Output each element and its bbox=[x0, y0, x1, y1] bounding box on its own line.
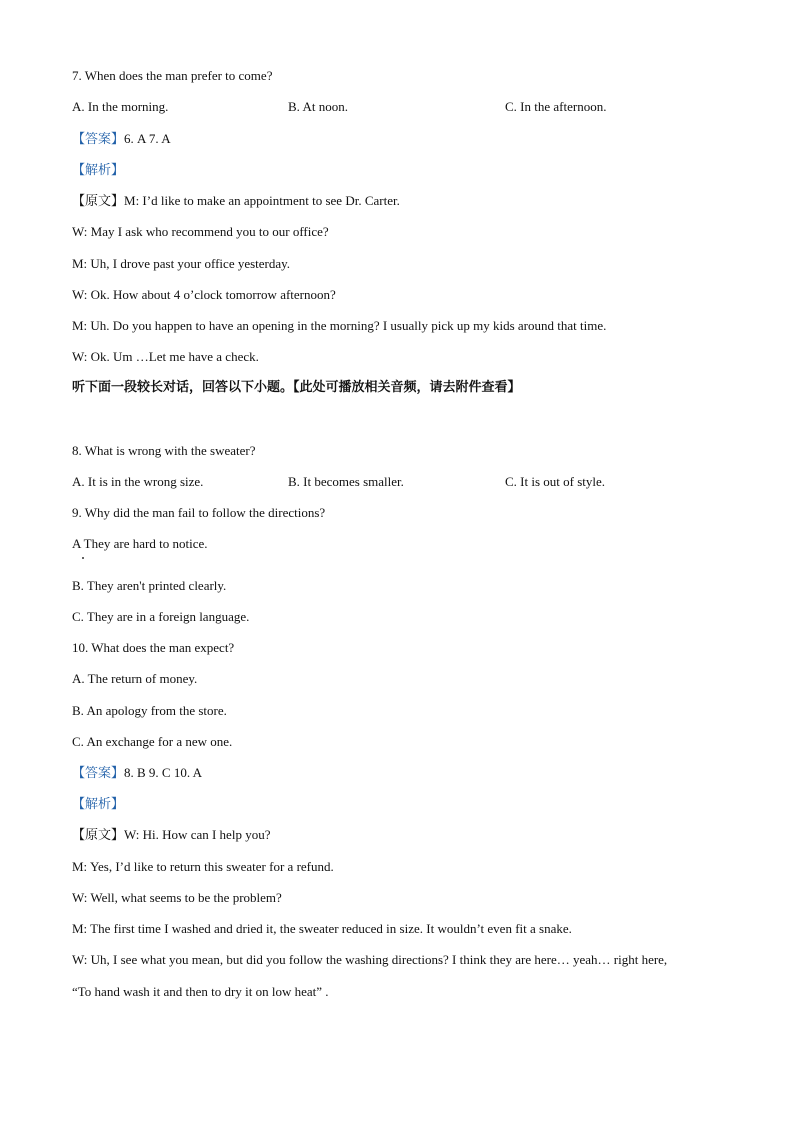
q8-option-a: A. It is in the wrong size. bbox=[72, 474, 204, 489]
listening-instruction: 听下面一段较长对话，回答以下小题。【此处可播放相关音频，请去附件查看】 bbox=[72, 380, 521, 395]
transcript-label: 【原文】 bbox=[72, 828, 125, 843]
q10-option-c: C. An exchange for a new one. bbox=[72, 734, 233, 749]
transcript-1-line-6: W: Ok. Um …Let me have a check. bbox=[72, 349, 259, 364]
q7-option-a: A. In the morning. bbox=[72, 99, 169, 114]
transcript-2-line-3: W: Well, what seems to be the problem? bbox=[72, 890, 282, 905]
question-9: 9. Why did the man fail to follow the directions? bbox=[72, 505, 326, 520]
question-8: 8. What is wrong with the sweater? bbox=[72, 443, 256, 458]
transcript-1-line-2: W: May I ask who recommend you to our office? bbox=[72, 224, 329, 239]
answer-values: 6. A 7. A bbox=[124, 131, 171, 146]
answer-label: 【答案】 bbox=[72, 766, 125, 781]
transcript-1-line-1: 【原文】M: I’d like to make an appointment to see Dr. Carter. bbox=[72, 193, 400, 209]
q10-option-a: A. The return of money. bbox=[72, 671, 198, 686]
decorative-dot bbox=[82, 557, 84, 559]
analysis-label-2: 【解析】 bbox=[72, 797, 125, 812]
q8-option-c: C. It is out of style. bbox=[505, 474, 606, 489]
q9-option-c: C. They are in a foreign language. bbox=[72, 609, 250, 624]
answer-label: 【答案】 bbox=[72, 132, 125, 147]
analysis-label-1: 【解析】 bbox=[72, 163, 125, 178]
q9-option-b: B. They aren't printed clearly. bbox=[72, 578, 227, 593]
transcript-2-line-2: M: Yes, I’d like to return this sweater for a refund. bbox=[72, 859, 334, 874]
q7-option-c: C. In the afternoon. bbox=[505, 99, 607, 114]
q7-option-b: B. At noon. bbox=[288, 99, 348, 114]
transcript-2-line-5: W: Uh, I see what you mean, but did you follow the washing directions? I think they are here… yeah… right here, bbox=[72, 952, 668, 967]
transcript-1-line-3: M: Uh, I drove past your office yesterday. bbox=[72, 256, 291, 271]
transcript-2-line-4: M: The first time I washed and dried it, the sweater reduced in size. It wouldn’t even fit a snake. bbox=[72, 921, 572, 936]
q8-option-b: B. It becomes smaller. bbox=[288, 474, 404, 489]
question-10: 10. What does the man expect? bbox=[72, 640, 235, 655]
transcript-1-line-5: M: Uh. Do you happen to have an opening in the morning? I usually pick up my kids around that time. bbox=[72, 318, 607, 333]
answer-line-2 bbox=[72, 765, 202, 782]
question-7: 7. When does the man prefer to come? bbox=[72, 68, 273, 83]
answer-line-1 bbox=[72, 131, 171, 148]
q9-option-a: A They are hard to notice. bbox=[72, 536, 208, 551]
answer-values: 8. B 9. C 10. A bbox=[124, 765, 203, 780]
q10-option-b: B. An apology from the store. bbox=[72, 703, 227, 718]
transcript-1-line-4: W: Ok. How about 4 o’clock tomorrow afternoon? bbox=[72, 287, 336, 302]
transcript-2-line-6: “To hand wash it and then to dry it on low heat” . bbox=[72, 984, 329, 999]
transcript-label: 【原文】 bbox=[72, 194, 125, 209]
transcript-2-line-1: 【原文】W: Hi. How can I help you? bbox=[72, 827, 271, 843]
